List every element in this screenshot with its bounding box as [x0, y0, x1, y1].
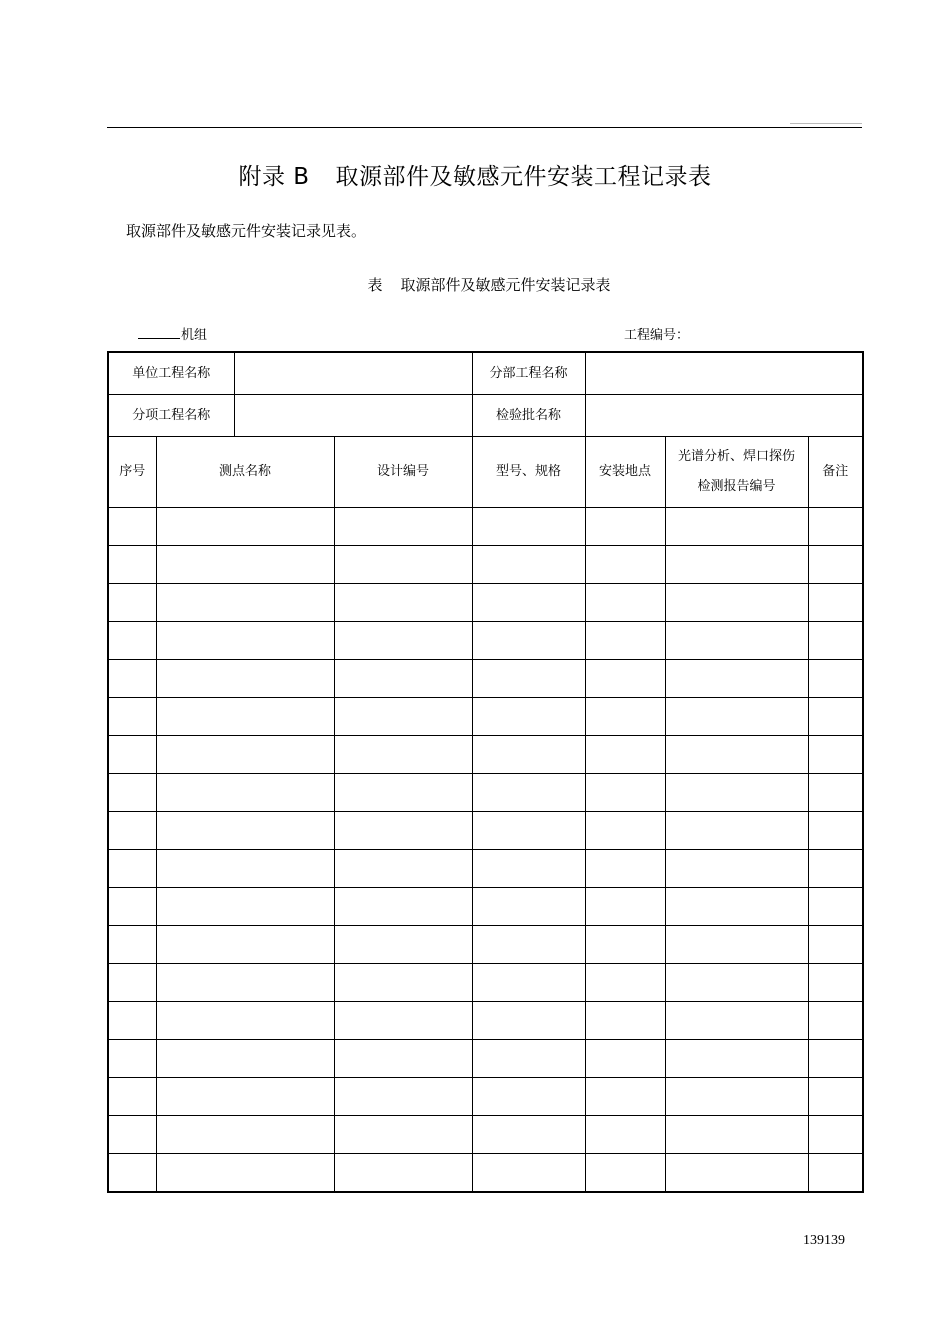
report-no-cell[interactable] [665, 1078, 808, 1116]
table-row [108, 926, 863, 964]
report-no-cell[interactable] [665, 774, 808, 812]
design-no-cell[interactable] [334, 812, 472, 850]
design-no-cell[interactable] [334, 1078, 472, 1116]
point-name-cell[interactable] [156, 1078, 334, 1116]
col-location-header: 安装地点 [585, 437, 665, 508]
col-report-header-line1: 光谱分析、焊口探伤 [678, 449, 796, 464]
sub-project-name-label: 分部工程名称 [472, 352, 585, 395]
seq-cell[interactable] [108, 698, 156, 736]
design-no-cell[interactable] [334, 1040, 472, 1078]
model-spec-cell[interactable] [472, 1116, 585, 1154]
point-name-cell[interactable] [156, 1116, 334, 1154]
seq-cell[interactable] [108, 1078, 156, 1116]
design-no-cell[interactable] [334, 698, 472, 736]
point-name-cell[interactable] [156, 926, 334, 964]
meta-row-2 [108, 395, 863, 437]
location-cell[interactable] [585, 774, 665, 812]
point-name-cell[interactable] [156, 508, 334, 546]
caption-title: 取源部件及敏感元件安装记录表 [400, 276, 611, 294]
project-number-label: 工程编号： [624, 328, 690, 343]
appendix-title [0, 158, 950, 191]
model-spec-cell[interactable] [472, 1002, 585, 1040]
table-row [108, 1154, 863, 1193]
report-no-cell[interactable] [665, 812, 808, 850]
location-cell[interactable] [585, 888, 665, 926]
remark-cell[interactable] [808, 964, 863, 1002]
model-spec-cell[interactable] [472, 888, 585, 926]
model-spec-cell[interactable] [472, 622, 585, 660]
seq-cell[interactable] [108, 1116, 156, 1154]
table-row [108, 1078, 863, 1116]
table-row [108, 660, 863, 698]
model-spec-cell[interactable] [472, 508, 585, 546]
intro-text: 取源部件及敏感元件安装记录见表。 [126, 222, 367, 240]
remark-cell[interactable] [808, 546, 863, 584]
table-row [108, 1116, 863, 1154]
table-row [108, 698, 863, 736]
model-spec-cell[interactable] [472, 584, 585, 622]
model-spec-cell[interactable] [472, 1040, 585, 1078]
location-cell[interactable] [585, 508, 665, 546]
report-no-cell[interactable] [665, 1002, 808, 1040]
col-report-header [665, 437, 808, 508]
table-row [108, 1040, 863, 1078]
point-name-cell[interactable] [156, 622, 334, 660]
remark-cell[interactable] [808, 888, 863, 926]
seq-cell[interactable] [108, 888, 156, 926]
table-row [108, 1002, 863, 1040]
design-no-cell[interactable] [334, 584, 472, 622]
remark-cell[interactable] [808, 584, 863, 622]
model-spec-cell[interactable] [472, 660, 585, 698]
design-no-cell[interactable] [334, 1002, 472, 1040]
remark-cell[interactable] [808, 1154, 863, 1193]
model-spec-cell[interactable] [472, 736, 585, 774]
seq-cell[interactable] [108, 850, 156, 888]
remark-cell[interactable] [808, 1116, 863, 1154]
location-cell[interactable] [585, 698, 665, 736]
design-no-cell[interactable] [334, 1116, 472, 1154]
remark-cell[interactable] [808, 812, 863, 850]
seq-cell[interactable] [108, 1154, 156, 1193]
seq-cell[interactable] [108, 1002, 156, 1040]
design-no-cell[interactable] [334, 660, 472, 698]
point-name-cell[interactable] [156, 660, 334, 698]
table-row [108, 546, 863, 584]
table-row [108, 774, 863, 812]
report-no-cell[interactable] [665, 736, 808, 774]
item-project-name-value[interactable] [234, 395, 472, 437]
seq-cell[interactable] [108, 926, 156, 964]
point-name-cell[interactable] [156, 1154, 334, 1193]
report-no-cell[interactable] [665, 584, 808, 622]
location-cell[interactable] [585, 736, 665, 774]
report-no-cell[interactable] [665, 1154, 808, 1193]
column-header-row [108, 437, 863, 508]
design-no-cell[interactable] [334, 1154, 472, 1193]
header-rule-faint [790, 123, 862, 124]
design-no-cell[interactable] [334, 546, 472, 584]
seq-cell[interactable] [108, 774, 156, 812]
model-spec-cell[interactable] [472, 926, 585, 964]
location-cell[interactable] [585, 964, 665, 1002]
table-row [108, 888, 863, 926]
point-name-cell[interactable] [156, 736, 334, 774]
point-name-cell[interactable] [156, 812, 334, 850]
model-spec-cell[interactable] [472, 546, 585, 584]
header-rule [107, 127, 862, 128]
report-no-cell[interactable] [665, 964, 808, 1002]
report-no-cell[interactable] [665, 1116, 808, 1154]
design-no-cell[interactable] [334, 736, 472, 774]
seq-cell[interactable] [108, 508, 156, 546]
unit-blank[interactable] [138, 326, 180, 339]
design-no-cell[interactable] [334, 888, 472, 926]
unit-label: 机组 [181, 328, 208, 343]
seq-cell[interactable] [108, 736, 156, 774]
model-spec-cell[interactable] [472, 1154, 585, 1193]
batch-name-value[interactable] [585, 395, 863, 437]
remark-cell[interactable] [808, 926, 863, 964]
table-row [108, 964, 863, 1002]
design-no-cell[interactable] [334, 774, 472, 812]
report-no-cell[interactable] [665, 888, 808, 926]
location-cell[interactable] [585, 850, 665, 888]
seq-cell[interactable] [108, 964, 156, 1002]
unit-project-name-value[interactable] [234, 352, 472, 395]
appendix-title-text: 取源部件及敏感元件安装工程记录表 [335, 164, 712, 190]
table-row [108, 736, 863, 774]
col-point-name-header: 测点名称 [156, 437, 334, 508]
point-name-cell[interactable] [156, 850, 334, 888]
location-cell[interactable] [585, 1040, 665, 1078]
seq-cell[interactable] [108, 1040, 156, 1078]
location-cell[interactable] [585, 584, 665, 622]
seq-cell[interactable] [108, 812, 156, 850]
report-no-cell[interactable] [665, 508, 808, 546]
col-seq-header: 序号 [108, 437, 156, 508]
report-no-cell[interactable] [665, 698, 808, 736]
report-no-cell[interactable] [665, 660, 808, 698]
location-cell[interactable] [585, 622, 665, 660]
design-no-cell[interactable] [334, 850, 472, 888]
report-no-cell[interactable] [665, 546, 808, 584]
col-report-header-line2: 检测报告编号 [697, 479, 776, 494]
point-name-cell[interactable] [156, 888, 334, 926]
report-no-cell[interactable] [665, 926, 808, 964]
table-row [108, 812, 863, 850]
table-row [108, 622, 863, 660]
point-name-cell[interactable] [156, 698, 334, 736]
table-row [108, 508, 863, 546]
unit-field [138, 324, 207, 343]
col-design-no-header: 设计编号 [334, 437, 472, 508]
remark-cell[interactable] [808, 698, 863, 736]
seq-cell[interactable] [108, 546, 156, 584]
remark-cell[interactable] [808, 1078, 863, 1116]
point-name-cell[interactable] [156, 774, 334, 812]
location-cell[interactable] [585, 1078, 665, 1116]
location-cell[interactable] [585, 1002, 665, 1040]
table-row [108, 584, 863, 622]
point-name-cell[interactable] [156, 1002, 334, 1040]
col-model-spec-header: 型号、规格 [472, 437, 585, 508]
location-cell[interactable] [585, 1154, 665, 1193]
model-spec-cell[interactable] [472, 774, 585, 812]
design-no-cell[interactable] [334, 926, 472, 964]
unit-project-name-label: 单位工程名称 [108, 352, 234, 395]
meta-row-1 [108, 352, 863, 395]
remark-cell[interactable] [808, 774, 863, 812]
remark-cell[interactable] [808, 1040, 863, 1078]
design-no-cell[interactable] [334, 622, 472, 660]
location-cell[interactable] [585, 926, 665, 964]
sub-project-name-value[interactable] [585, 352, 863, 395]
caption-label: 表 [367, 276, 383, 294]
model-spec-cell[interactable] [472, 964, 585, 1002]
remark-cell[interactable] [808, 508, 863, 546]
location-cell[interactable] [585, 812, 665, 850]
remark-cell[interactable] [808, 736, 863, 774]
page-number: 139139 [803, 1233, 845, 1248]
point-name-cell[interactable] [156, 964, 334, 1002]
design-no-cell[interactable] [334, 508, 472, 546]
model-spec-cell[interactable] [472, 1078, 585, 1116]
location-cell[interactable] [585, 546, 665, 584]
seq-cell[interactable] [108, 622, 156, 660]
point-name-cell[interactable] [156, 546, 334, 584]
seq-cell[interactable] [108, 660, 156, 698]
remark-cell[interactable] [808, 660, 863, 698]
point-name-cell[interactable] [156, 1040, 334, 1078]
location-cell[interactable] [585, 1116, 665, 1154]
remark-cell[interactable] [808, 1002, 863, 1040]
item-project-name-label: 分项工程名称 [108, 395, 234, 437]
report-no-cell[interactable] [665, 622, 808, 660]
table-caption [0, 274, 950, 295]
report-no-cell[interactable] [665, 1040, 808, 1078]
design-no-cell[interactable] [334, 964, 472, 1002]
model-spec-cell[interactable] [472, 698, 585, 736]
record-table [107, 351, 864, 1193]
appendix-label: 附录 B [238, 164, 310, 190]
remark-cell[interactable] [808, 622, 863, 660]
seq-cell[interactable] [108, 584, 156, 622]
point-name-cell[interactable] [156, 584, 334, 622]
location-cell[interactable] [585, 660, 665, 698]
remark-cell[interactable] [808, 850, 863, 888]
table-row [108, 850, 863, 888]
batch-name-label: 检验批名称 [472, 395, 585, 437]
col-remark-header: 备注 [808, 437, 863, 508]
report-no-cell[interactable] [665, 850, 808, 888]
model-spec-cell[interactable] [472, 812, 585, 850]
model-spec-cell[interactable] [472, 850, 585, 888]
